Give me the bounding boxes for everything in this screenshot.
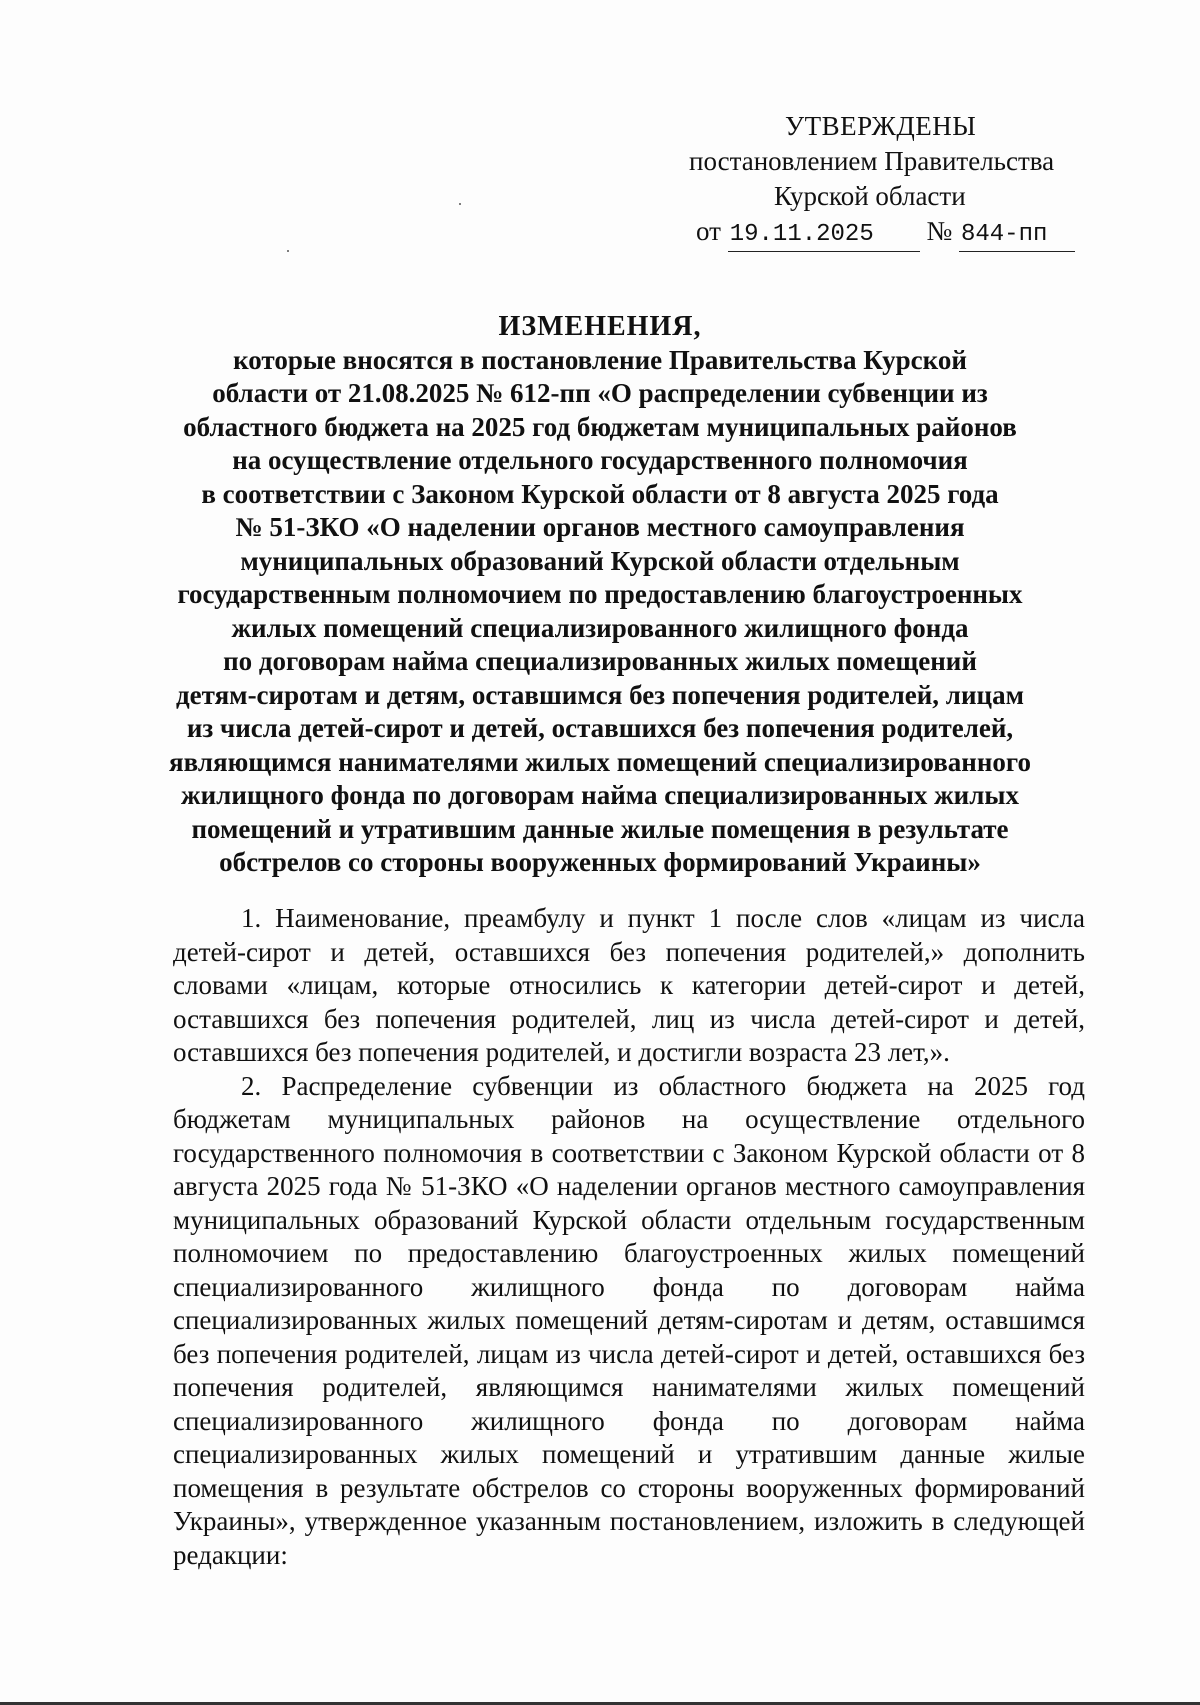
approval-region-line: Курской области <box>774 181 966 211</box>
title-line: государственным полномочием по предоставлению благоустроенных <box>177 579 1023 609</box>
title-line: области от 21.08.2025 № 612-пп «О распределении субвенции из <box>212 378 988 408</box>
approval-resolution-line: постановлением Правительства <box>689 146 1055 176</box>
title-line: в соответствии с Законом Курской области от 8 августа 2025 года <box>201 478 999 509</box>
title-line: обстрелов со стороны вооруженных формирований Украины» <box>219 847 981 877</box>
scan-speck <box>287 250 289 252</box>
approval-heading: УТВЕРЖДЕНЫ <box>785 111 977 141</box>
title-line: № 51-ЗКО «О наделении органов местного самоуправления <box>235 512 965 542</box>
document-body <box>173 902 1085 1572</box>
approval-date-number-line <box>696 215 1075 252</box>
title-line: детям-сиротам и детям, оставшимся без попечения родителей, лицам <box>176 679 1024 710</box>
title-line: помещений и утратившим данные жилые помещения в результате <box>191 813 1009 844</box>
paragraph-1: 1. Наименование, преамбулу и пункт 1 после слов «лицам из числа детей-сирот и детей, оставшихся без попечения родителей,» дополнить словами «лицам, которые относились к категории детей-сирот и детей, оставшихся без попечения родителей, лиц из числа детей-сирот и детей, оставшихся без попечения родителей, и достигли возраста 23 лет,». <box>173 903 1085 1067</box>
document-title-block <box>150 310 1050 880</box>
title-line: жилищного фонда по договорам найма специализированных жилых <box>181 780 1019 810</box>
date-prefix: от <box>696 216 721 246</box>
approval-date: 19.11.2025 <box>728 218 920 252</box>
title-line: являющимся нанимателями жилых помещений специализированного <box>168 746 1032 777</box>
scan-speck <box>459 203 461 205</box>
document-title: ИЗМЕНЕНИЯ, <box>498 311 702 342</box>
title-line: из числа детей-сирот и детей, оставшихся без попечения родителей, <box>186 713 1014 743</box>
paragraph-2: 2. Распределение субвенции из областного бюджета на 2025 год бюджетам муниципальных районов на осуществление отдельного государственного полномочия в соответствии с Законом Курской области от 8 августа 2025 года № 51-ЗКО «О наделении органов местного самоуправления муниципальных образований Курской области отдельным государственным полномочием по предоставлению благоустроенных жилых помещений специализированного жилищного фонда по договорам найма специализированных жилых помещений детям-сиротам и детям, оставшимся без попечения родителей, лицам из числа детей-сирот и детей, оставшихся без попечения родителей, являющимся нанимателями жилых помещений специализированного жилищного фонда по договорам найма специализированных жилых помещений и утратившим данные жилые помещения в результате обстрелов со стороны вооруженных формирований Украины», утвержденное указанным постановлением, изложить в следующей редакции: <box>173 1070 1085 1570</box>
title-line: на осуществление отдельного государственного полномочия <box>232 445 968 475</box>
title-line: жилых помещений специализированного жилищного фонда <box>231 612 969 643</box>
title-line: по договорам найма специализированных жилых помещений <box>223 646 977 676</box>
title-line: муниципальных образований Курской области отдельным <box>240 545 960 576</box>
title-line: областного бюджета на 2025 год бюджетам муниципальных районов <box>183 411 1017 442</box>
title-line: которые вносятся в постановление Правительства Курской <box>233 344 967 375</box>
approval-number: 844-пп <box>959 218 1075 252</box>
number-prefix: № <box>926 216 953 246</box>
